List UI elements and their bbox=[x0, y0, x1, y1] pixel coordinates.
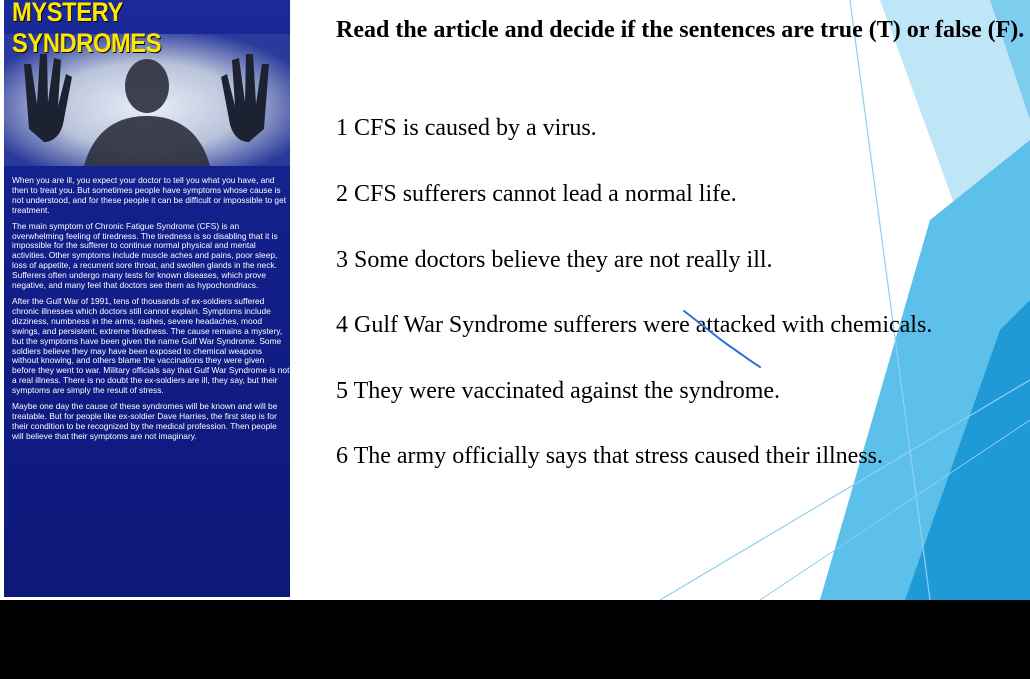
statement-3: 3 Some doctors believe they are not really ill. bbox=[336, 247, 773, 273]
silhouette-head bbox=[125, 59, 169, 113]
statement-2: 2 CFS sufferers cannot lead a normal life. bbox=[336, 181, 737, 207]
article-paragraph: When you are ill, you expect your doctor to tell you what you have, and then to treat you. But sometimes people have symptoms whose cause is not understood, and for these people it can be difficult or impossible to get treatment. bbox=[12, 175, 287, 215]
article-title: MYSTERY SYNDROMES bbox=[12, 0, 162, 58]
statement-4: 4 Gulf War Syndrome sufferers were attacked with chemicals. bbox=[336, 312, 933, 338]
statement-5: 5 They were vaccinated against the syndrome. bbox=[336, 378, 781, 404]
article-paragraph: Maybe one day the cause of these syndromes will be known and will be treatable. But for people like ex-soldier Dave Harries, the first step is for their condition to be recognized by the medical profession. Then people will believe that their symptoms are not imaginary. bbox=[12, 401, 278, 441]
pen-annotation bbox=[680, 305, 770, 375]
article-paragraph: The main symptom of Chronic Fatigue Syndrome (CFS) is an overwhelming feeling of tiredness. The tiredness is so disabling that it is impossible for the sufferer to continue normal physical and mental activities. Other symptoms include muscle aches and pains, poor sleep, loss of appetite, a recurrent sore throat, and swollen glands in the neck. Sufferers often undergo many tests for known diseases, which prove negative, and many feel that doctors see them as hypochondriacs. bbox=[12, 220, 278, 291]
article-panel bbox=[4, 0, 290, 597]
article-paragraph: After the Gulf War of 1991, tens of thousands of ex-soldiers suffered chronic illnesses which doctors still cannot explain. Symptoms include dizziness, numbness in the arms, rashes, severe headaches, mood swings, and persistent, extreme tiredness. The cause remains a mystery, but the symptoms have been given the name Gulf War Syndrome. Some soldiers believe they may have been exposed to chemical weapons without knowing, and others blame the vaccinations they were given before they went to war. Military officials say that Gulf War Syndrome is not a real illness. There is no doubt the ex-soldiers are ill, they say, but their symptoms are simply the result of stress. bbox=[12, 295, 290, 396]
instruction-heading: Read the article and decide if the sentences are true (T) or false (F). bbox=[336, 17, 1025, 43]
statement-6: 6 The army officially says that stress caused their illness. bbox=[336, 443, 883, 469]
statement-1: 1 CFS is caused by a virus. bbox=[336, 115, 597, 141]
article-body bbox=[12, 176, 290, 448]
